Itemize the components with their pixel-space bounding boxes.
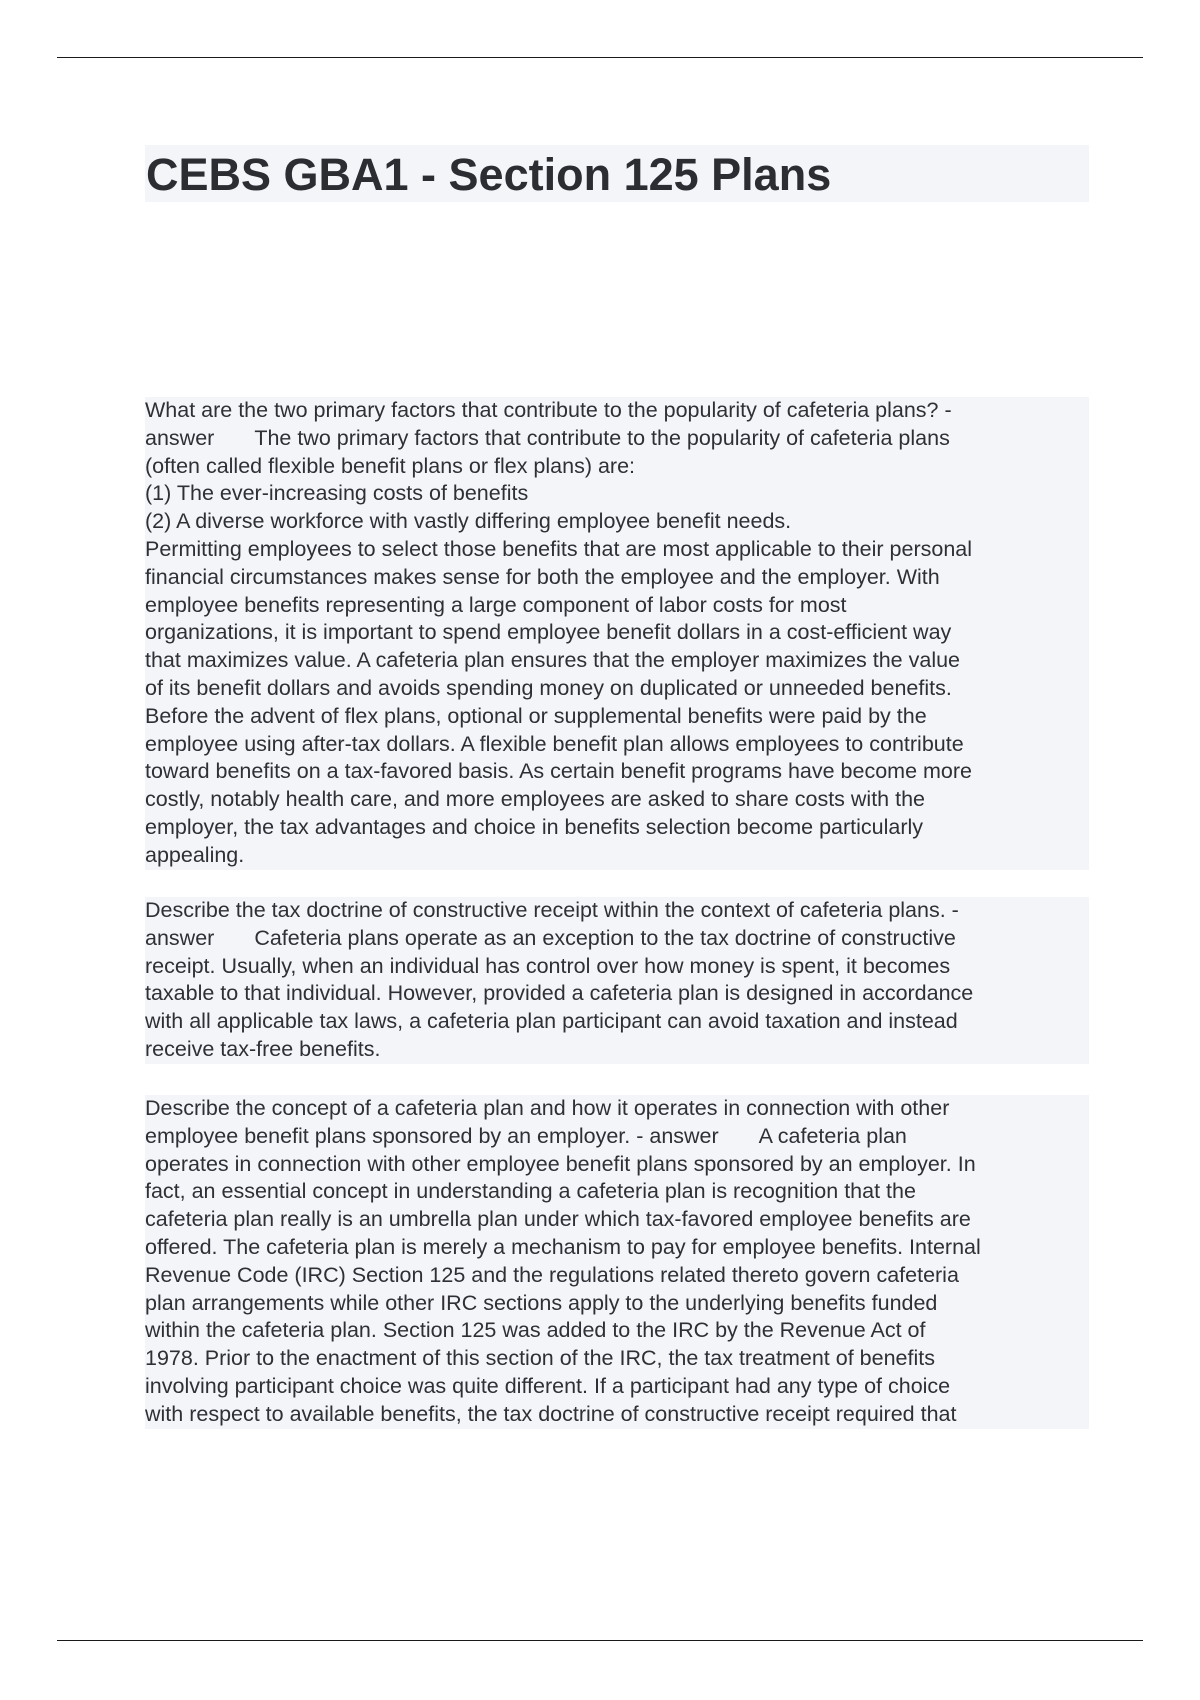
answer-line [145, 925, 1089, 953]
answer-line: (often called flexible benefit plans or flex plans) are: [145, 453, 635, 478]
answer-line: (1) The ever-increasing costs of benefits [145, 481, 529, 506]
answer-line: receipt. Usually, when an individual has control over how money is spent, it becomes [145, 953, 951, 978]
answer-line: of its benefit dollars and avoids spending money on duplicated or unneeded benefits. [145, 675, 952, 700]
answer-line: taxable to that individual. However, provided a cafeteria plan is designed in accordance [145, 981, 974, 1006]
answer-label: answer [145, 425, 215, 450]
qa-entry-popularity [145, 397, 1089, 870]
answer-line: Revenue Code (IRC) Section 125 and the regulations related thereto govern cafeteria [145, 1262, 959, 1287]
answer-line: 1978. Prior to the enactment of this section of the IRC, the tax treatment of benefits [145, 1346, 935, 1371]
answer-line: financial circumstances makes sense for both the employee and the employer. With [145, 564, 940, 589]
bottom-rule [57, 1640, 1143, 1641]
answer-line: within the cafeteria plan. Section 125 was added to the IRC by the Revenue Act of [145, 1318, 926, 1343]
top-rule [57, 57, 1143, 58]
qa-entry-constructive-receipt [145, 897, 1089, 1064]
answer-line: cafeteria plan really is an umbrella plan under which tax-favored employee benefits are [145, 1207, 971, 1232]
answer-line: involving participant choice was quite different. If a participant had any type of choice [145, 1373, 951, 1398]
answer-line: operates in connection with other employee benefit plans sponsored by an employer. In [145, 1151, 976, 1176]
answer-text: A cafeteria plan [758, 1123, 907, 1148]
question-line: Describe the tax doctrine of constructive receipt within the context of cafeteria plans. - [145, 898, 959, 922]
answer-line: Permitting employees to select those benefits that are most applicable to their personal [145, 536, 973, 561]
question-line: What are the two primary factors that contribute to the popularity of cafeteria plans? - [145, 398, 952, 422]
question-line [145, 1123, 1089, 1151]
answer-label: answer [145, 925, 215, 950]
answer-line: offered. The cafeteria plan is merely a mechanism to pay for employee benefits. Internal [145, 1234, 981, 1259]
answer-line: fact, an essential concept in understanding a cafeteria plan is recognition that the [145, 1179, 916, 1204]
answer-text: Cafeteria plans operate as an exception to the tax doctrine of constructive [254, 925, 956, 950]
page-title: CEBS GBA1 - Section 125 Plans [146, 149, 832, 200]
answer-line: costly, notably health care, and more employees are asked to share costs with the [145, 787, 925, 812]
answer-line [145, 425, 1089, 453]
answer-line: Before the advent of flex plans, optional or supplemental benefits were paid by the [145, 703, 927, 728]
qa-entry-cafeteria-concept [145, 1095, 1089, 1429]
answer-line: (2) A diverse workforce with vastly differing employee benefit needs. [145, 509, 792, 534]
answer-text: The two primary factors that contribute to the popularity of cafeteria plans [254, 425, 950, 450]
answer-line: plan arrangements while other IRC sections apply to the underlying benefits funded [145, 1290, 938, 1315]
question-end: employee benefit plans sponsored by an employer. - answer [145, 1123, 719, 1148]
answer-line: appealing. [145, 842, 245, 867]
answer-line: organizations, it is important to spend employee benefit dollars in a cost-efficient way [145, 620, 952, 645]
answer-line: employer, the tax advantages and choice in benefits selection become particularly [145, 814, 924, 839]
answer-line: employee benefits representing a large component of labor costs for most [145, 592, 847, 617]
answer-line: that maximizes value. A cafeteria plan ensures that the employer maximizes the value [145, 648, 961, 673]
answer-line: employee using after-tax dollars. A flexible benefit plan allows employees to contribute [145, 731, 964, 756]
answer-line: with respect to available benefits, the tax doctrine of constructive receipt required that [145, 1401, 957, 1426]
answer-line: toward benefits on a tax-favored basis. As certain benefit programs have become more [145, 759, 972, 784]
question-line: Describe the concept of a cafeteria plan and how it operates in connection with other [145, 1096, 950, 1120]
answer-line: with all applicable tax laws, a cafeteria plan participant can avoid taxation and instead [145, 1009, 958, 1034]
answer-line: receive tax-free benefits. [145, 1036, 381, 1061]
